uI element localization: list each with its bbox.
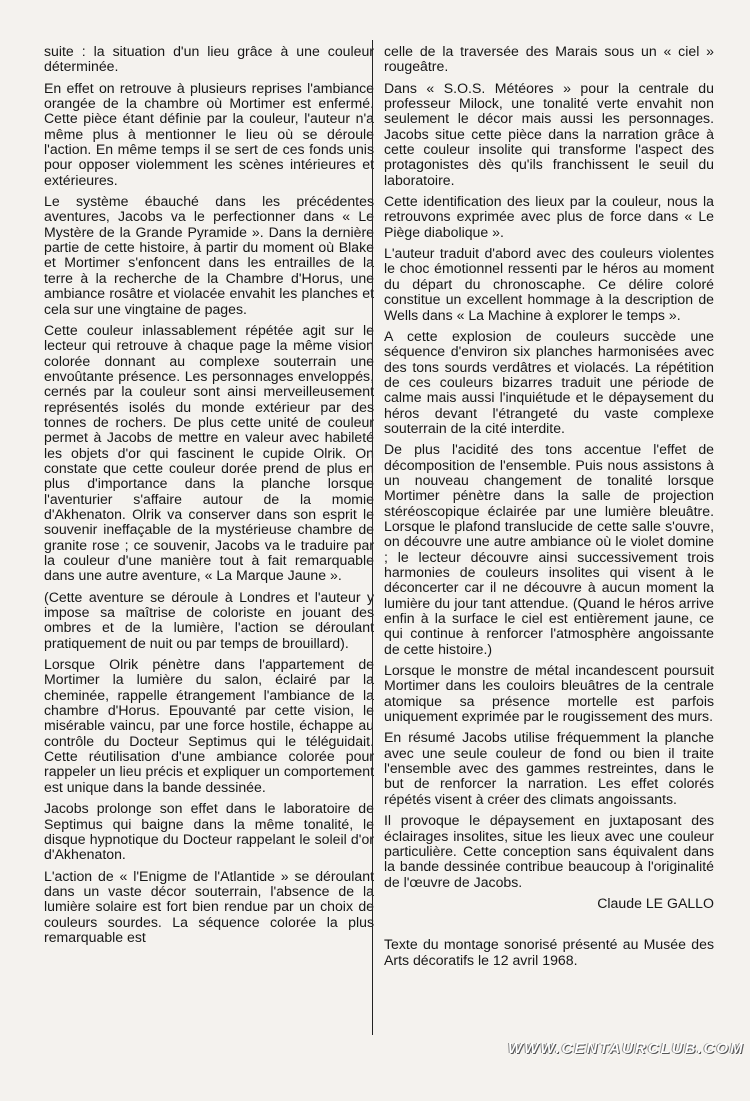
- source-note: Texte du montage sonorisé présenté au Musée des Arts décoratifs le 12 avril 1968.: [384, 936, 714, 968]
- paragraph: Jacobs prolonge son effet dans le laboratoire de Septimus qui baigne dans la même tonalité, le disque hypnotique du Docteur rappelant le soleil d'or d'Akhenaton.: [44, 800, 374, 863]
- paragraph: Dans « S.O.S. Météores » pour la centrale du professeur Milock, une tonalité verte envahit non seulement le décor mais aussi les personnages. Jacobs situe cette pièce dans la narration grâce à cette couleur insolite qui transforme l'aspect des protagonistes dès qu'ils franchissent le seuil du laboratoire.: [384, 79, 714, 188]
- paragraph: Il provoque le dépaysement en juxtaposant des éclairages insolites, situe les lieux avec une couleur particulière. Cette conception sans équivalent dans la bande dessinée contribue beaucoup à l'originalité de l'œuvre de Jacobs.: [384, 812, 714, 890]
- paragraph: Lorsque Olrik pénètre dans l'appartement de Mortimer la lumière du salon, éclairé par la cheminée, rappelle étrangement l'ambiance de la chambre d'Horus. Epouvanté par cette vision, le misérable vaincu, par une force hostile, échappe au contrôle du Docteur Septimus qui le téléguidait. Cette réutilisation d'une ambiance colorée pour rappeler un lieu précis et expliquer un comportement est unique dans la bande dessinée.: [44, 656, 374, 795]
- paragraph: Lorsque le monstre de métal incandescent poursuit Mortimer dans les couloirs bleuâtres de la centrale atomique sa présence mortelle est parfois uniquement exprimée par le rougissement des murs.: [384, 662, 714, 725]
- right-column: [384, 44, 714, 974]
- paragraph: L'action de « l'Enigme de l'Atlantide » se déroulant dans un vaste décor souterrain, l'absence de la lumière solaire est fort bien rendue par un choix de couleurs sourdes. La séquence colorée la plus remarquable est: [44, 867, 374, 945]
- paragraph: En effet on retrouve à plusieurs reprises l'ambiance orangée de la chambre où Mortimer est enfermé. Cette pièce étant définie par la couleur, l'auteur n'a même plus à mentionner le lieu où se déroule l'action. En même temps il se sert de ces fonds unis pour opposer violemment les scènes intérieures et extérieures.: [44, 79, 374, 188]
- paragraph: En résumé Jacobs utilise fréquemment la planche avec une seule couleur de fond ou bien il traite l'ensemble avec des gammes restreintes, dans le but de renforcer la narration. Les effet colorés répétés visent à créer des climats angoissants.: [384, 729, 714, 807]
- paragraph: De plus l'acidité des tons accentue l'effet de décomposition de l'ensemble. Puis nous assistons à un nouveau changement de tonalité lorsque Mortimer pénètre dans la salle de projection stéréoscopique éclairée par une lumière bleuâtre. Lorsque le plafond translucide de cette salle s'ouvre, on découvre une autre ambiance où le violet domine ; le lecteur découvre ainsi successivement trois harmonies de couleurs insolites qui visent à le déconcerter car il ne découvre à aucun moment la lumière du jour tant attendue. (Quand le héros arrive enfin à la surface le ciel est entièrement jaune, ce qui continue à renforcer l'atmosphère angoissante de cette histoire.): [384, 441, 714, 657]
- left-column: [44, 44, 374, 951]
- paragraph: suite : la situation d'un lieu grâce à une couleur déterminée.: [44, 43, 374, 75]
- paragraph: (Cette aventure se déroule à Londres et l'auteur y impose sa maîtrise de coloriste en jouant des ombres et de la lumière, l'action se déroulant pratiquement de nuit ou par temps de brouillard).: [44, 588, 374, 651]
- paragraph: Cette couleur inlassablement répétée agit sur le lecteur qui retrouve à chaque page la même vision colorée donnant au complexe souterrain une envoûtante présence. Les personnages enveloppés, cernés par la couleur sont ainsi merveilleusement représentés isolés du monde extérieur par des tonnes de rochers. De plus cette unité de couleur permet à Jacobs de mettre en valeur avec habileté les objets d'or qui fascinent le cupide Olrik. On constate que cette couleur dorée prend de plus en plus d'importance dans la planche lorsque l'aventurier s'affaire autour de la momie d'Akhenaton. Olrik va conserver dans son esprit le souvenir ineffaçable de la mystérieuse chambre de granite rose ; ce souvenir, Jacobs va le traduire par la couleur d'une manière tout à fait remarquable dans une autre aventure, « La Marque Jaune ».: [44, 321, 374, 584]
- website-watermark: WWW.CENTAURCLUB.COM: [508, 1040, 745, 1057]
- column-divider: [372, 40, 373, 1035]
- paragraph: L'auteur traduit d'abord avec des couleurs violentes le choc émotionnel ressenti par le héros au moment du départ du chronoscaphe. Ce délire coloré constitue un excellent hommage à la description de Wells dans « La Machine à explorer le temps ».: [384, 245, 714, 323]
- author-signature: Claude LE GALLO: [597, 894, 714, 911]
- paragraph: Cette identification des lieux par la couleur, nous la retrouvons exprimée avec plus de force dans « Le Piège diabolique ».: [384, 193, 714, 240]
- paragraph: A cette explosion de couleurs succède une séquence d'environ six planches harmonisées avec des tons sourds verdâtres et violacés. La répétition de ces couleurs bizarres traduit une période de calme mais aussi l'inquiétude et le dépaysement du héros devant l'étrangeté du vaste complexe souterrain de la cité interdite.: [384, 327, 714, 436]
- paragraph: celle de la traversée des Marais sous un « ciel » rougeâtre.: [384, 43, 714, 75]
- paragraph: Le système ébauché dans les précédentes aventures, Jacobs va le perfectionner dans « Le Mystère de la Grande Pyramide ». Dans la dernière partie de cette histoire, à partir du moment où Blake et Mortimer s'enfoncent dans les entrailles de la terre à la recherche de la Chambre d'Horus, une ambiance rosâtre et violacée envahit les planches et cela sur une vingtaine de pages.: [44, 193, 374, 317]
